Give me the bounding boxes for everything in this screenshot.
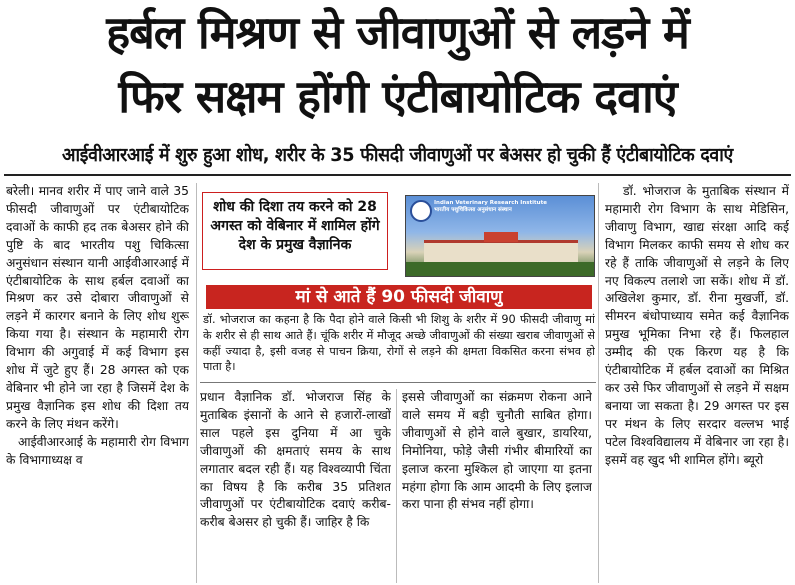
article-column-2: प्रधान वैज्ञानिक डॉ. भोजराज सिंह के मुताबिक इंसानों के आने से हजारों-लाखों साल पहले इस दुनिया में आ चुके जीवाणुओं की क्षमताएं समय के साथ लगातार बदल रही हैं। यह विश्वव्यापी चिंता का विषय है कि करीब 35 प्रतिशत जीवाणुओं पर एंटीबायोटिक दवाएं करीब-करीब बेअसर हो चुकी हैं। जाहिर है कि bbox=[200, 390, 391, 530]
subheadline: आईवीआरआई में शुरु हुआ शोध, शरीर के 35 फीसदी जीवाणुओं पर बेअसर हो चुकी हैं एंटीबायोटिक दवाएं bbox=[61, 144, 734, 166]
article-column-1 bbox=[6, 183, 189, 583]
section-divider bbox=[200, 382, 596, 383]
photo-institute-hi: भारतीय पशुचिकित्सा अनुसंधान संस्थान bbox=[434, 207, 512, 213]
divider-rule bbox=[4, 174, 791, 176]
column-4-text: डॉ. भोजराज के मुताबिक संस्थान में महामारी रोग विभाग के साथ मेडिसिन, जीवाणु विभाग, खाद्य संरक्षा आदि कई विभाग मिलकर काफी समय से शोध कर रहे हैं ताकि जीवाणुओं से लड़ने के लिए नए विकल्प तलाशे जा सकें। शोध में डॉ. अखिलेश कुमार, डॉ. रीना मुखर्जी, डॉ. सीमरन बंधोपाध्याय समेत कई वैज्ञानिक प्रमुख भूमिका निभा रहे हैं। फिलहाल उम्मीद की एक किरण यह है कि एंटीबायोटिक में हर्बल दवाओं का मिश्रित कर उसे फिर जीवाणुओं से लड़ने में सक्षम बनाया जा सकता है। 29 अगस्त पर इस पर मंथन के लिए सरदार वल्लभ भाई पटेल विश्वविद्यालय में वेबिनार जा रहा है। इसमें वह खुद भी शामिल होंगे। ब्यूरो bbox=[605, 184, 789, 467]
quote-box: शोध की दिशा तय करने को 28 अगस्त को वेबिनार में शामिल होंगे देश के प्रमुख वैज्ञानिक bbox=[202, 192, 388, 270]
column-divider bbox=[396, 389, 397, 583]
sub-heading-bar: मां से आते हैं 90 फीसदी जीवाणु bbox=[206, 285, 592, 309]
institute-photo bbox=[405, 195, 595, 277]
column-1-text-continued: आईवीआरआई के महामारी रोग विभाग के विभागाध्यक्ष व bbox=[6, 434, 189, 467]
article-column-4 bbox=[605, 183, 789, 583]
column-1-text: बरेली। मानव शरीर में पाए जाने वाले 35 फीसदी जीवाणुओं पर एंटीबायोटिक दवाओं के काफी हद तक बेअसर होने की पुष्टि के बाद भारतीय पशु चिकित्सा अनुसंधान संस्थान यानी आईवीआरआई में एंटीबायोटिक के साथ हर्बल दवाओं का मिश्रण कर उसे दोबारा जीवाणुओं से लड़ने में कारगर बनाने के लिए शोध शुरू किया गया है। संस्थान के महामारी रोग विभाग की अगुवाई में कई विभाग इस शोध में जुटे हुए हैं। 28 अगस्त को एक वेबिनार भी होने जा रहा है जिसमें देश के प्रमुख वैज्ञानिक इस शोध की दिशा तय करने के लिए मंथन करेंगे। bbox=[6, 184, 189, 431]
article-column-3: इससे जीवाणुओं का संक्रमण रोकना आने वाले समय में बड़ी चुनौती साबित होगा। जीवाणुओं से होने वाले बुखार, डायरिया, निमोनिया, फोड़े जैसी गंभीर बीमारियों का इलाज करना मुश्किल हो जाएगा या इतना महंगा होगा कि आम आदमी के लिए इलाज करा पाना ही संभव नहीं होगा। bbox=[402, 390, 592, 512]
building-roof-shape bbox=[484, 232, 518, 242]
photo-institute-en: Indian Veterinary Research Institute bbox=[434, 200, 547, 206]
headline-line-2: फिर सक्षम होंगी एंटीबायोटिक दवाएं bbox=[118, 70, 677, 123]
callout-paragraph: डॉ. भोजराज का कहना है कि पैदा होने वाले किसी भी शिशु के शरीर में 90 फीसदी जीवाणु मां के शरीर से ही साथ आते हैं। चूंकि शरीर में मौजूद अच्छे जीवाणुओं की संख्या खराब जीवाणुओं से कहीं ज्यादा है, इसी वजह से पाचन क्रिया, रोगों से लड़ने की क्षमता विकसित करना संभव हो पाता है। bbox=[203, 313, 595, 374]
photo-caption bbox=[434, 200, 547, 214]
lawn-shape bbox=[406, 262, 595, 277]
column-divider bbox=[598, 183, 599, 583]
headline-line-1: हर्बल मिश्रण से जीवाणुओं से लड़ने में bbox=[106, 6, 689, 59]
column-divider bbox=[196, 183, 197, 583]
ivri-logo-icon bbox=[410, 200, 432, 222]
